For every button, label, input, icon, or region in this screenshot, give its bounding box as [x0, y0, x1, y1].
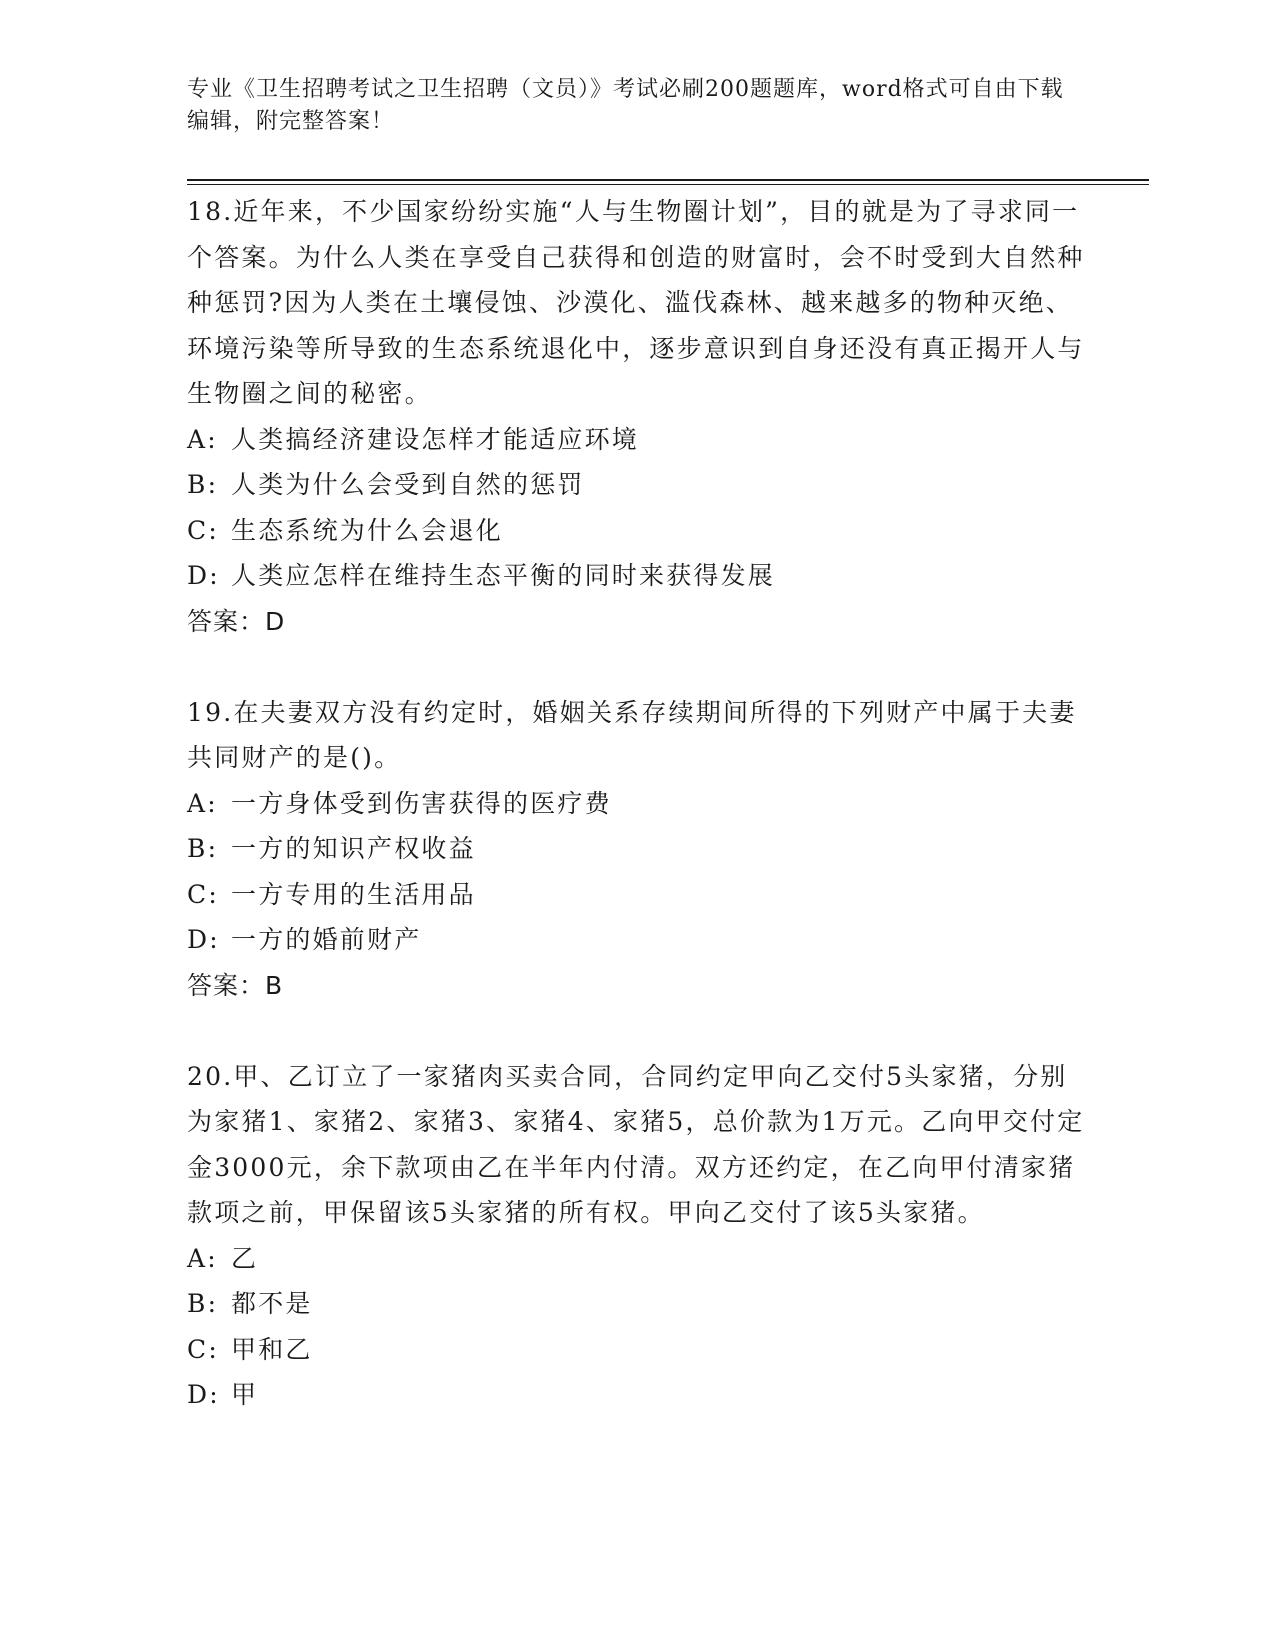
option-c: [187, 872, 1087, 918]
option-letter: C:: [187, 879, 219, 909]
option-text: 一方身体受到伤害获得的医疗费: [231, 788, 612, 818]
question-spacer: [187, 1008, 1087, 1054]
option-letter: D:: [187, 1380, 220, 1409]
option-letter: C:: [187, 515, 219, 545]
answer-line: 答案：B: [187, 970, 284, 1000]
option-letter: A:: [187, 1243, 218, 1273]
option-c: [187, 1327, 1087, 1373]
option-letter: B:: [187, 470, 219, 499]
option-text: 人类搞经济建设怎样才能适应环境: [231, 424, 640, 454]
question-19: [187, 690, 1087, 1009]
option-text: 乙: [231, 1243, 259, 1273]
option-text: 一方专用的生活用品: [231, 879, 476, 909]
option-a: [187, 1236, 1087, 1282]
question-stem: 20.甲、乙订立了一家猪肉买卖合同，合同约定甲向乙交付5头家猪，分别为家猪1、家猪2、家猪3、家猪4、家猪5，总价款为1万元。乙向甲交付定金3000元，余下款项由乙在半年内付清。双方还约定，在乙向甲付清家猪款项之前，甲保留该5头家猪的所有权。甲向乙交付了该5头家猪。: [187, 1061, 1085, 1227]
header-rule-thin: [187, 184, 1149, 185]
option-a: [187, 417, 1087, 463]
option-b: [187, 1281, 1087, 1327]
question-20: [187, 1054, 1087, 1418]
option-letter: C:: [187, 1334, 219, 1364]
option-d: [187, 553, 1087, 599]
question-spacer: [187, 644, 1087, 690]
question-stem: 19.在夫妻双方没有约定时，婚姻关系存续期间所得的下列财产中属于夫妻共同财产的是()。: [187, 697, 1077, 772]
option-d: [187, 917, 1087, 963]
option-letter: A:: [187, 788, 218, 818]
option-text: 甲: [231, 1380, 259, 1409]
option-c: [187, 508, 1087, 554]
questions-list: [187, 189, 1087, 1418]
option-text: 人类为什么会受到自然的惩罚: [231, 470, 585, 499]
option-text: 人类应怎样在维持生态平衡的同时来获得发展: [231, 561, 776, 590]
option-text: 一方的婚前财产: [231, 925, 422, 954]
option-b: [187, 826, 1087, 872]
question-18: [187, 189, 1087, 644]
question-stem: 18.近年来，不少国家纷纷实施“人与生物圈计划”，目的就是为了寻求同一个答案。为什么人类在享受自己获得和创造的财富时，会不时受到大自然种种惩罚?因为人类在土壤侵蚀、沙漠化、滥伐森林、越来越多的物种灭绝、环境污染等所导致的生态系统退化中，逐步意识到自身还没有真正揭开人与生物圈之间的秘密。: [187, 197, 1085, 408]
option-letter: B:: [187, 834, 219, 863]
header-rule-thick: [187, 179, 1149, 181]
option-letter: B:: [187, 1289, 219, 1318]
option-b: [187, 462, 1087, 508]
option-letter: D:: [187, 561, 220, 590]
option-letter: D:: [187, 925, 220, 954]
option-d: [187, 1372, 1087, 1418]
answer-line: 答案：D: [187, 606, 286, 636]
option-text: 甲和乙: [231, 1334, 313, 1364]
option-text: 都不是: [231, 1289, 313, 1318]
option-letter: A:: [187, 424, 218, 454]
option-text: 一方的知识产权收益: [231, 834, 476, 863]
option-a: [187, 781, 1087, 827]
document-header: 专业《卫生招聘考试之卫生招聘（文员）》考试必刷200题题库，word格式可自由下载编辑，附完整答案！: [187, 77, 1064, 134]
option-text: 生态系统为什么会退化: [231, 515, 504, 545]
